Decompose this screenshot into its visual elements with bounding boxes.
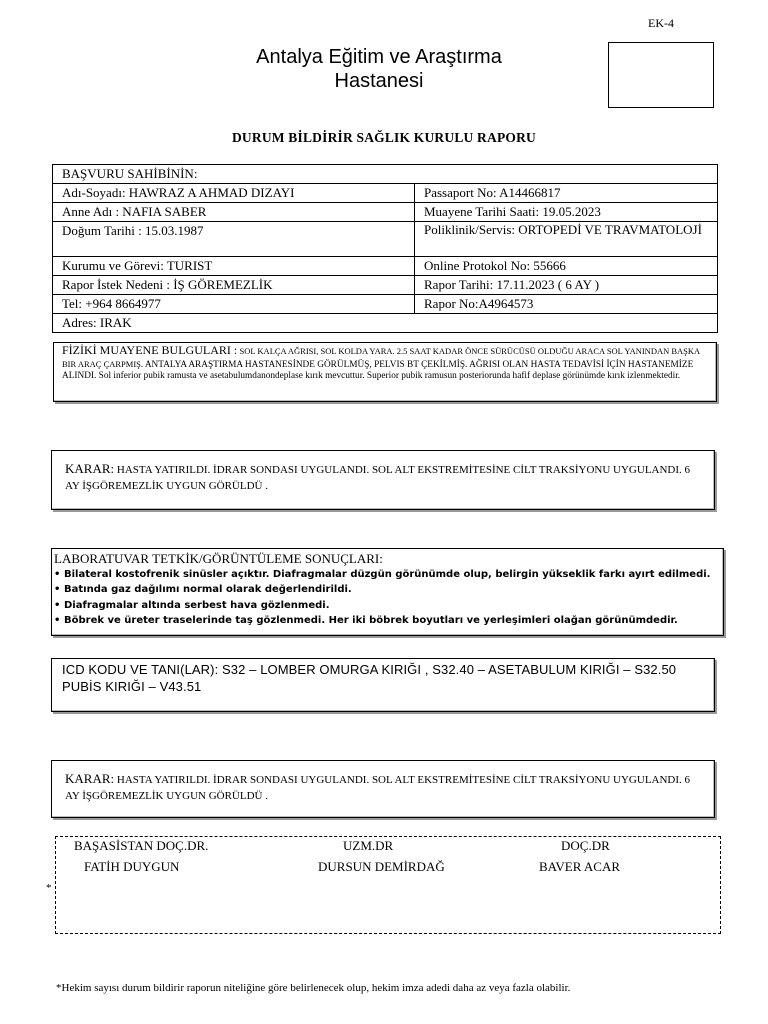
decision-label: KARAR: — [65, 771, 115, 786]
passport-number: Passaport No: A14466817 — [424, 185, 561, 200]
icd-diagnosis-text: ICD KODU VE TANI(LAR): S32 – LOMBER OMURGA KIRIĞI , S32.40 – ASETABULUM KIRIĞI – S32.50 PUBİS KIRIĞI – V43.51 — [62, 662, 677, 694]
address: Adres: IRAK — [62, 315, 132, 330]
table-row — [53, 183, 717, 202]
bullet-icon: • — [54, 614, 61, 626]
asterisk-mark: * — [46, 882, 52, 894]
report-number: Rapor No:A4964573 — [424, 296, 534, 311]
footnote: *Hekim sayısı durum bildirir raporun niteliğine göre belirlenecek olup, hekim imza adedi daha az veya fazla olabilir. — [56, 982, 571, 994]
physical-exam-findings-box — [53, 342, 717, 402]
decision-text: HASTA YATIRILDI. İDRAR SONDASI UYGULANDI. SOL ALT EKSTREMİTESİNE CİLT TRAKSİYONU UYGULANDI. 6 AY İŞGÖREMEZLİK UYGUN GÖRÜLDÜ . — [65, 464, 691, 492]
applicant-section-label: BAŞVURU SAHİBİNİN: — [62, 166, 198, 181]
table-row — [53, 294, 717, 313]
lab-results-list — [52, 567, 723, 628]
bullet-icon: • — [54, 584, 61, 596]
doctor-3-name: BAVER ACAR — [539, 859, 621, 874]
phone-number: Tel: +964 8664977 — [53, 295, 415, 313]
doctor-3-title: DOÇ.DR — [561, 838, 610, 853]
table-row — [53, 256, 717, 275]
list-item: • Böbrek ve üreter traselerinde taş gözlenmedi. Her iki böbrek boyutları ve yerleşimleri olağan görünümdedir. — [52, 613, 723, 628]
list-item: • Diafragmalar altında serbest hava gözlenmedi. — [52, 598, 723, 613]
decision-text: HASTA YATIRILDI. İDRAR SONDASI UYGULANDI. SOL ALT EKSTREMİTESİNE CİLT TRAKSİYONU UYGULANDI. 6 AY İŞGÖREMEZLİK UYGUN GÖRÜLDÜ . — [65, 774, 691, 802]
applicant-table — [52, 164, 718, 333]
applicant-header-row — [53, 165, 717, 183]
doctor-1-title: BAŞASİSTAN DOÇ.DR. — [74, 838, 209, 853]
findings-part2: ANTALYA ARAŞTIRMA HASTANESİNDE GÖRÜLMÜŞ, PELVIS BT ÇEKİLMİŞ. AĞRISI OLAN HASTA TEDAVİSİ İÇİN HASTANEMİZE ALINDI. — [62, 359, 694, 382]
report-date: Rapor Tarihi: 17.11.2023 ( 6 AY ) — [424, 277, 600, 292]
online-protocol-number: Online Protokol No: 55666 — [424, 258, 566, 273]
form-code: EK-4 — [648, 16, 674, 30]
applicant-name: Adı-Soyadı: HAWRAZ A AHMAD DIZAYI — [53, 184, 415, 202]
table-row — [53, 221, 717, 256]
bullet-icon: • — [54, 599, 61, 611]
doctor-2-title: UZM.DR — [343, 838, 394, 853]
decision-box-2 — [51, 760, 715, 818]
lab-results-title: LABORATUVAR TETKİK/GÖRÜNTÜLEME SONUÇLARI: — [54, 551, 383, 566]
findings-part3: Sol inferior pubik ramusta ve asetabulumdanondeplase kırık mevcuttur. Superior pubik ramusun posteriorunda hafif deplase görünümde kırık izlenmektedir. — [98, 371, 681, 382]
exam-datetime: Muayene Tarihi Saati: 19.05.2023 — [424, 204, 601, 219]
findings-part1: SOL KALÇA AĞRISI, SOL KOLDA YARA. 2.5 SAAT KADAR ÖNCE SÜRÜCÜSÜ OLDUĞU ARACA SOL YANINDAN BAŞKA BIR ARAÇ ÇARPMIŞ. — [62, 346, 700, 369]
findings-label: FİZİKİ MUAYENE BULGULARI : — [62, 343, 238, 357]
doctor-1-name: FATİH DUYGUN — [84, 859, 180, 874]
clinic-service: Poliklinik/Servis: ORTOPEDİ VE TRAVMATOLOJİ — [424, 222, 702, 237]
table-row — [53, 275, 717, 294]
institution-role: Kurumu ve Görevi: TURIST — [53, 257, 415, 275]
report-title: DURUM BİLDİRİR SAĞLIK KURULU RAPORU — [231, 130, 537, 145]
hospital-name-line2: Hastanesi — [334, 70, 424, 92]
doctor-2-name: DURSUN DEMİRDAĞ — [318, 859, 445, 874]
decision-box-1 — [51, 450, 715, 510]
list-item: • Batında gaz dağılımı normal olarak değerlendirildi. — [52, 582, 723, 597]
table-row — [53, 202, 717, 221]
table-row — [53, 313, 717, 332]
list-item: • Bilateral kostofrenik sinüsler açıktır. Diafragmalar düzgün görünümde olup, belirgin yükseklik farkı ayırt edilmedi. — [52, 567, 723, 582]
hospital-name-line1: Antalya Eğitim ve Araştırma — [256, 46, 502, 68]
mother-name: Anne Adı : NAFIA SABER — [53, 203, 415, 221]
bullet-icon: • — [54, 569, 61, 580]
lab-results-box — [51, 548, 724, 636]
birth-date: Doğum Tarihi : 15.03.1987 — [53, 222, 415, 256]
doctor-signatures-box — [55, 836, 721, 934]
request-reason: Rapor İstek Nedeni : İŞ GÖREMEZLİK — [53, 276, 415, 294]
icd-diagnosis-box — [51, 658, 715, 712]
decision-label: KARAR: — [65, 461, 115, 476]
